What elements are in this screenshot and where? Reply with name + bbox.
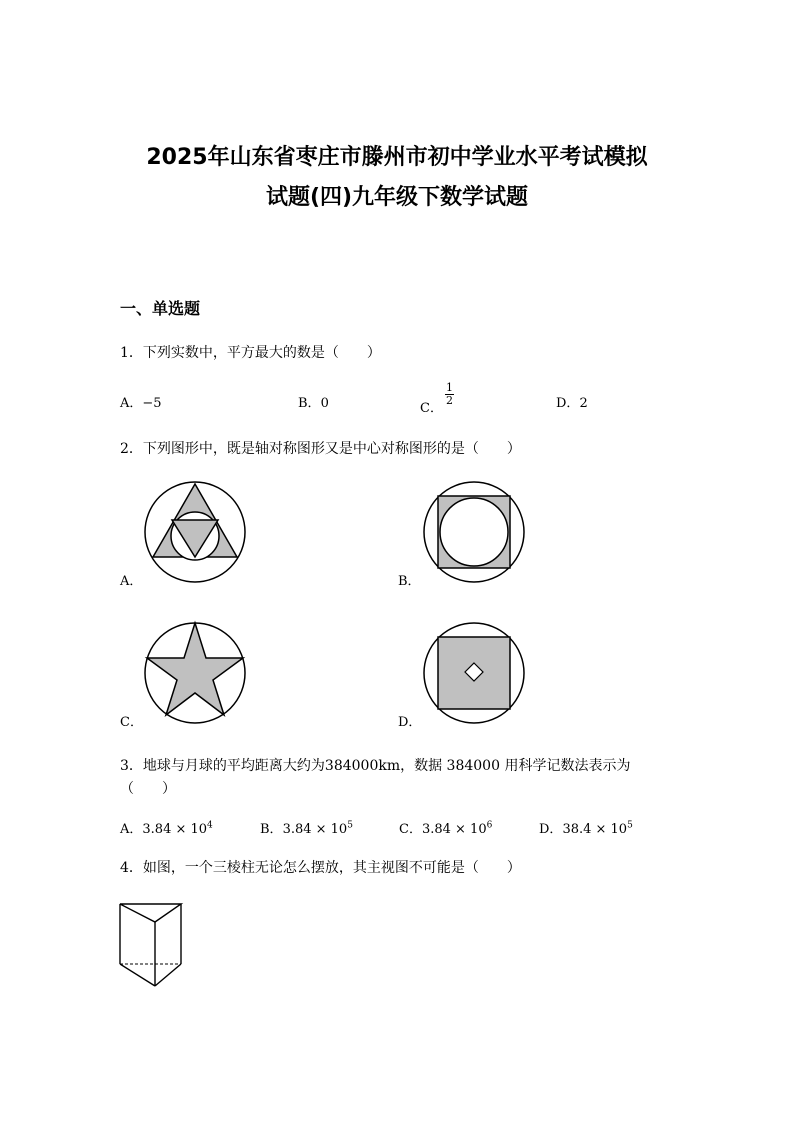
q3-option-c[interactable] xyxy=(399,818,492,837)
fraction-numerator: 1 xyxy=(445,381,453,394)
q2-figure-d[interactable] xyxy=(421,620,527,726)
q1-option-d-label: D． xyxy=(556,396,580,411)
q1-option-c[interactable] xyxy=(420,381,454,416)
prism-top-face xyxy=(120,904,181,922)
q3-option-a-mantissa: 3.84 × 10 xyxy=(142,822,208,837)
q1-option-a[interactable] xyxy=(120,392,162,411)
question-3-stem-line2: （ ） xyxy=(120,781,176,797)
q3-option-a[interactable] xyxy=(120,818,213,837)
q2-option-b-label[interactable]: B． xyxy=(398,574,421,589)
q1-option-c-fraction xyxy=(445,382,454,406)
q3-option-a-exponent: 4 xyxy=(207,820,213,831)
page-title-line2: 试题(四)九年级下数学试题 xyxy=(265,185,529,210)
q2-figure-a[interactable] xyxy=(142,479,248,585)
q3-option-d-mantissa: 38.4 × 10 xyxy=(562,822,628,837)
q2-option-d-label[interactable]: D． xyxy=(398,715,422,730)
prism-bottom-left-edge xyxy=(120,964,155,986)
q2-figure-c[interactable] xyxy=(142,620,248,726)
q1-option-c-label: C． xyxy=(420,400,443,416)
q3-option-b-label: B． xyxy=(260,822,283,837)
q1-option-a-value: −5 xyxy=(142,396,162,411)
q3-option-d-label: D． xyxy=(539,822,563,837)
page-title-line1: 2025年山东省枣庄市滕州市初中学业水平考试模拟 xyxy=(146,145,648,170)
section-heading: 一、单选题 xyxy=(120,299,201,318)
q3-option-c-mantissa: 3.84 × 10 xyxy=(421,822,487,837)
prism-bottom-right-edge xyxy=(155,964,181,986)
q3-option-a-label: A． xyxy=(120,822,143,837)
q3-option-d-exponent: 5 xyxy=(627,820,633,831)
q1-option-b[interactable] xyxy=(298,392,329,411)
q1-option-d-value: 2 xyxy=(579,396,588,411)
q3-option-c-label: C． xyxy=(399,822,422,837)
q1-option-d[interactable] xyxy=(556,392,588,411)
question-4-stem: 4．如图，一个三棱柱无论怎么摆放，其主视图不可能是（ ） xyxy=(120,860,521,876)
fraction-denominator: 2 xyxy=(445,393,453,407)
question-1-stem: 1．下列实数中，平方最大的数是（ ） xyxy=(120,345,381,361)
inner-circle xyxy=(440,498,508,566)
question-2-stem: 2．下列图形中，既是轴对称图形又是中心对称图形的是（ ） xyxy=(120,441,521,457)
question-3-stem-line1: 3．地球与月球的平均距离大约为384000km，数据 384000 用科学记数法表示为 xyxy=(120,758,631,774)
triangular-prism-figure xyxy=(115,898,187,992)
q2-option-c-label[interactable]: C． xyxy=(120,715,143,730)
q3-option-d[interactable] xyxy=(539,818,633,837)
q1-option-a-label: A． xyxy=(120,396,143,411)
q3-option-b[interactable] xyxy=(260,818,353,837)
q3-option-b-mantissa: 3.84 × 10 xyxy=(282,822,348,837)
q1-option-b-label: B． xyxy=(298,396,321,411)
q3-option-c-exponent: 6 xyxy=(486,820,493,831)
q1-option-b-value: 0 xyxy=(320,396,329,411)
q2-option-a-label[interactable]: A． xyxy=(120,574,143,589)
q2-figure-b[interactable] xyxy=(421,479,527,585)
q3-option-b-exponent: 5 xyxy=(347,820,353,831)
